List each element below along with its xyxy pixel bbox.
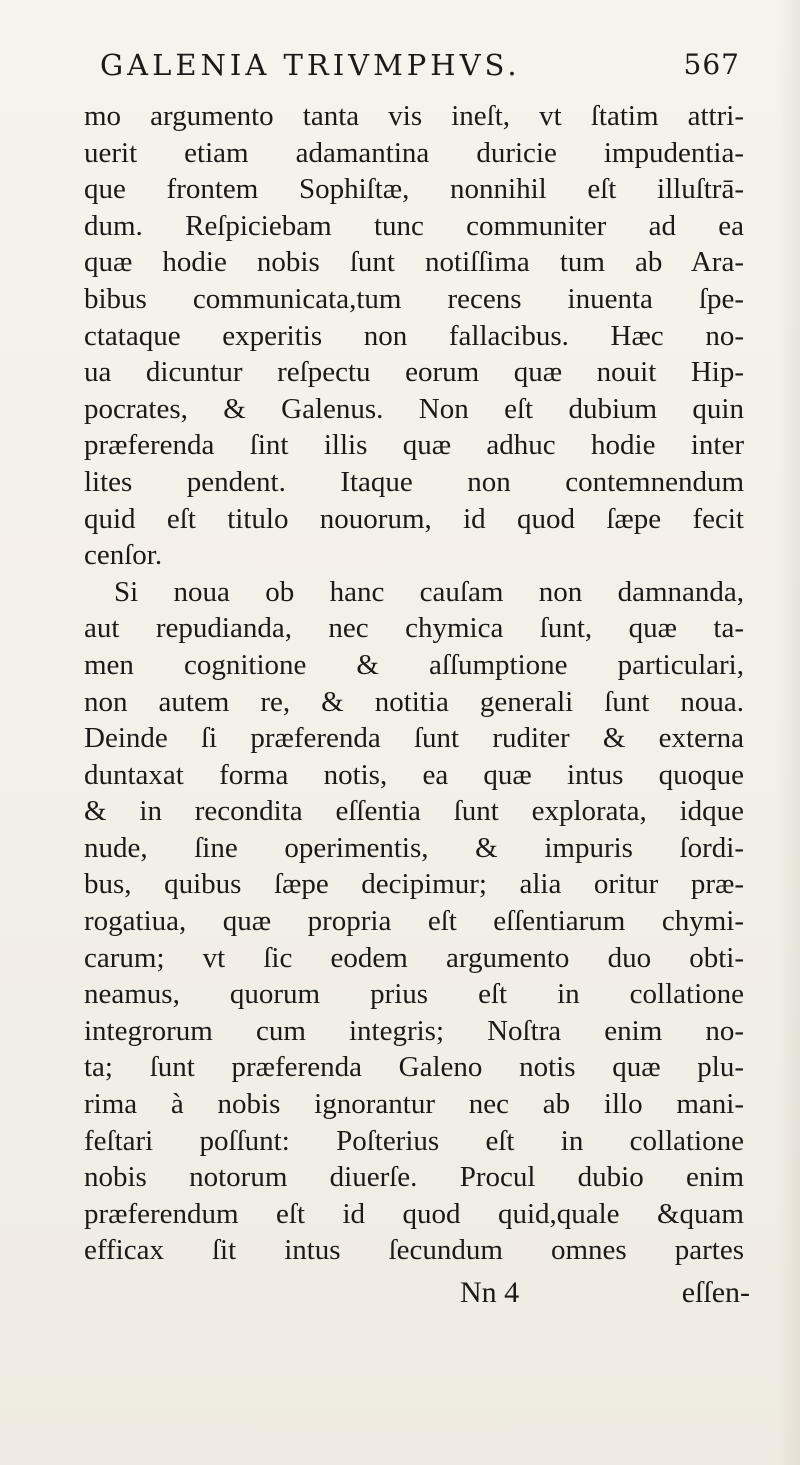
text-line: præferenda ſint illis quæ adhuc hodie inter (84, 429, 744, 462)
text-line: nobis notorum diuerſe. Procul dubio enim (84, 1161, 744, 1194)
text-line: ctataque experitis non fallacibus. Hæc no- (84, 319, 744, 352)
text-line: carum; vt ſic eodem argumento duo obti- (84, 941, 744, 974)
text-line: feſtari poſſunt: Poſterius eſt in collatione (84, 1124, 744, 1157)
text-line: præferendum eſt id quod quid,quale &quam (84, 1197, 744, 1230)
running-head (100, 48, 740, 92)
text-line: ua dicuntur reſpectu eorum quæ nouit Hip- (84, 356, 744, 389)
footer-line (460, 1276, 750, 1312)
text-line: uerit etiam adamantina duricie impudentia- (84, 136, 744, 169)
paragraph-end-line: cenſor. (84, 539, 163, 572)
text-line: non autem re, & notitia generali ſunt noua. (84, 685, 744, 718)
text-line: rima à nobis ignorantur nec ab illo mani- (84, 1088, 744, 1121)
running-head-title: GALENIA TRIVMPHVS. (100, 48, 521, 82)
text-line: duntaxat forma notis, ea quæ intus quoque (84, 758, 744, 791)
catchword: eſſen- (681, 1276, 750, 1309)
body-text (84, 98, 744, 1269)
text-line: neamus, quorum prius eſt in collatione (84, 978, 744, 1011)
text-line: & in recondita eſſentia ſunt explorata, idque (84, 795, 744, 828)
text-line: aut repudianda, nec chymica ſunt, quæ ta- (84, 612, 744, 645)
text-line: rogatiua, quæ propria eſt eſſentiarum chymi- (84, 905, 744, 938)
paragraph-start-line: Si noua ob hanc cauſam non damnanda, (114, 575, 744, 608)
text-line: integrorum cum integris; Noſtra enim no- (84, 1014, 744, 1047)
text-line: pocrates, & Galenus. Non eſt dubium quin (84, 392, 744, 425)
text-line: ta; ſunt præferenda Galeno notis quæ plu- (84, 1051, 744, 1084)
text-line: dum. Reſpiciebam tunc communiter ad ea (84, 209, 744, 242)
text-line: quæ hodie nobis ſunt notiſſima tum ab Ara- (84, 246, 744, 279)
text-line: que frontem Sophiſtæ, nonnihil eſt illuſtrā- (84, 173, 744, 206)
text-line: quid eſt titulo nouorum, id quod ſæpe fecit (84, 502, 744, 535)
text-line: lites pendent. Itaque non contemnendum (84, 465, 744, 498)
text-line: men cognitione & aſſumptione particulari, (84, 648, 744, 681)
text-line: Deinde ſi præferenda ſunt ruditer & externa (84, 722, 744, 755)
text-line: nude, ſine operimentis, & impuris ſordi- (84, 831, 744, 864)
text-line: bibus communicata,tum recens inuenta ſpe- (84, 282, 744, 315)
page-number: 567 (683, 48, 740, 81)
signature-mark: Nn 4 (460, 1276, 520, 1309)
text-line: mo argumento tanta vis ineſt, vt ſtatim attri- (84, 100, 744, 132)
text-line: efficax ſit intus ſecundum omnes partes (84, 1234, 744, 1267)
page-edge-shadow (778, 0, 800, 1465)
text-line: bus, quibus ſæpe decipimur; alia oritur præ- (84, 868, 744, 901)
